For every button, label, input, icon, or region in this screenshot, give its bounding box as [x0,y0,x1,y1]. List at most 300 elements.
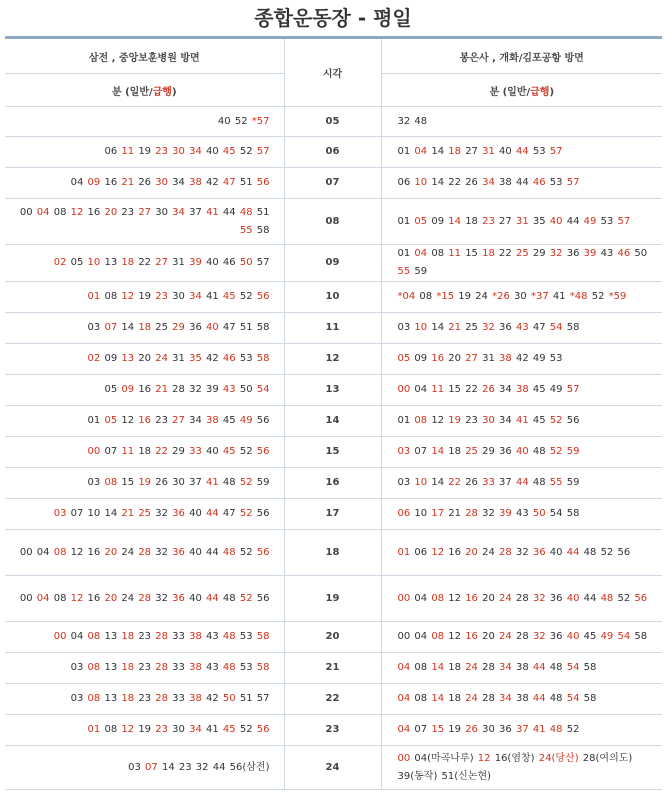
normal-minute: 28 [482,662,495,673]
express-minute: 48 [600,592,614,604]
normal-minute: 51 [256,206,270,218]
express-minute: 07 [145,761,158,773]
normal-minute: 49 [532,353,546,364]
normal-minute: 47 [532,322,546,333]
express-minute: 18 [121,257,135,268]
normal-minute: 41 [206,291,219,302]
normal-minute: 59 [256,477,270,488]
left-minutes-cell [5,199,284,245]
express-minute: 12 [70,592,84,604]
normal-minute: 26 [465,477,478,488]
table-row [5,622,662,653]
normal-minute: 36 [499,724,512,735]
express-minute: 24 [465,662,478,673]
express-minute: 12 [121,291,135,302]
right-minutes-cell [381,375,662,406]
normal-minute: 13 [104,257,118,268]
express-minute: 21 [121,508,135,519]
normal-minute: 18 [448,662,461,673]
normal-minute: 26 [138,177,152,188]
express-minute: 00 [87,446,101,457]
normal-minute: 13 [104,631,118,642]
hour-cell: 18 [284,530,381,576]
right-minutes-cell [381,468,662,499]
express-minute: 57 [566,177,580,188]
right-minutes-cell [381,107,662,137]
normal-minute: 16 [87,592,101,604]
normal-minute: 16 [448,546,461,558]
express-minute: 02 [53,257,67,268]
normal-minute: 18 [448,446,461,457]
normal-minute: 24 [475,291,488,302]
normal-minute: 03 [70,693,84,704]
express-minute: 49 [239,415,253,426]
normal-minute: 58 [583,662,597,673]
normal-minute: 26 [465,177,478,188]
normal-minute: 38 [515,662,529,673]
express-minute: 26 [482,384,495,395]
normal-minute: 32 [189,384,202,395]
normal-minute: 38 [515,693,529,704]
left-minute-legend: 분 (일반/급행) [5,74,284,107]
normal-minute: 07 [414,446,428,457]
express-minute: 21 [121,177,135,188]
express-minute: 20 [104,546,118,558]
express-minute: 27 [172,415,185,426]
left-minutes-cell [5,168,284,199]
normal-minute: 10 [414,508,428,519]
normal-minute: 44 [206,546,219,558]
normal-minute: 00 [19,546,33,558]
normal-minute: 52 [234,115,248,127]
normal-minute: 20 [448,353,461,364]
hour-cell: 13 [284,375,381,406]
express-minute: 09 [87,177,101,188]
right-direction-header: 봉은사 , 개화/김포공항 방면 [381,38,662,74]
express-minute: 40 [515,446,529,457]
normal-minute: 50 [634,248,648,259]
table-row [5,282,662,313]
timetable [5,36,662,790]
left-minutes-cell [5,684,284,715]
express-minute: 19 [138,477,152,488]
express-minute: 50 [532,508,546,519]
table-row [5,199,662,245]
normal-minute: 48 [549,662,563,673]
express-minute: 44 [515,146,529,157]
normal-minute: 57 [256,257,270,268]
right-minutes-cell [381,684,662,715]
left-minutes-cell [5,137,284,168]
express-minute: 58 [256,631,270,642]
normal-minute: 00 [397,631,411,642]
express-minute: 45 [222,146,236,157]
express-minute: 40 [549,215,563,227]
normal-minute: 28 [515,592,529,604]
express-minute: *57 [251,115,270,127]
normal-minute: 08 [53,206,67,218]
express-minute: 38 [189,177,202,188]
express-minute: 36 [532,546,546,558]
hour-cell: 12 [284,344,381,375]
hour-cell: 10 [284,282,381,313]
express-minute: 58 [256,662,270,673]
normal-minute: 28 [515,631,529,642]
normal-minute: 31 [172,353,185,364]
express-minute: 21 [448,322,461,333]
right-minutes-cell [381,653,662,684]
normal-minute: 50 [239,384,253,395]
express-minute: 56 [634,592,648,604]
page-title: 종합운동장 - 평일 [254,6,412,30]
express-minute: 36 [172,592,185,604]
normal-minute: 32 [155,546,168,558]
express-minute: 37 [515,724,529,735]
express-minute: 34 [482,177,495,188]
express-minute: 04 [414,146,428,157]
normal-minute: 36 [566,248,580,259]
normal-minute: 58 [583,693,597,704]
normal-minute: 51 [239,693,253,704]
normal-minute: 09 [414,353,428,364]
left-minutes-cell [5,437,284,468]
normal-minute: 33 [172,693,185,704]
normal-minute: 19 [138,724,152,735]
express-minute: 05 [414,215,428,227]
express-minute: 56 [256,724,270,735]
normal-minute: 05 [104,384,118,395]
normal-minute: 54 [549,508,563,519]
normal-minute: 43 [206,662,219,673]
normal-minute: 00 [19,592,33,604]
express-minute: 38 [189,631,202,642]
normal-minute: 34 [499,415,512,426]
time-header: 시각 [284,38,381,107]
express-minute: 48 [222,662,236,673]
express-minute: 34 [499,662,512,673]
normal-minute: 40 [217,115,231,127]
normal-minute: 20 [138,353,152,364]
express-minute: 32 [482,322,495,333]
left-minutes-cell [5,576,284,622]
express-minute: 04 [397,724,411,735]
express-minute: 45 [222,291,236,302]
normal-minute: 24 [482,546,495,558]
normal-minute: 19 [458,291,471,302]
express-minute: 48 [239,206,253,218]
express-minute: 55 [239,224,253,236]
express-minute: 32 [532,592,546,604]
normal-minute: 45 [532,415,546,426]
express-minute: 38 [189,693,202,704]
normal-minute: 36 [189,322,202,333]
normal-minute: 41 [552,291,566,302]
normal-minute: 52 [239,724,253,735]
normal-minute: 58 [566,508,580,519]
normal-minute: 08 [419,291,433,302]
express-minute: 05 [104,415,118,426]
express-minute: 30 [172,146,185,157]
normal-minute: 44 [583,592,597,604]
normal-minute: 36 [549,631,563,642]
express-minute: 43 [222,384,236,395]
normal-minute: 16 [87,206,101,218]
table-row [5,168,662,199]
normal-minute: 42 [515,353,529,364]
normal-minute: 14 [431,322,445,333]
normal-minute: 15 [121,477,135,488]
express-minute: 25 [515,248,529,259]
normal-minute: 03 [87,477,101,488]
express-minute: 24 [155,353,168,364]
normal-minute: 25 [465,322,478,333]
left-minutes-cell [5,530,284,576]
normal-minute: 08 [53,592,67,604]
left-minutes-cell [5,375,284,406]
normal-minute: 06 [397,177,411,188]
hour-cell: 15 [284,437,381,468]
express-minute: 00 [53,631,67,642]
normal-minute: 01 [397,415,411,426]
normal-minute: 30 [172,477,185,488]
express-minute: 27 [155,257,168,268]
express-minute: 56 [256,177,270,188]
express-minute: 01 [397,546,411,558]
normal-minute: 44 [222,206,236,218]
express-minute: 08 [431,592,445,604]
normal-minute: 14 [121,322,135,333]
normal-minute: 27 [499,215,512,227]
normal-minute: 53 [239,662,253,673]
normal-minute: 56 [256,592,270,604]
normal-minute: 40 [549,546,563,558]
normal-minute: 58 [566,322,580,333]
express-minute: 07 [104,322,118,333]
express-minute: 55 [397,266,411,277]
normal-minute: 51 [239,322,253,333]
normal-minute: 40 [189,592,202,604]
express-minute: *15 [436,291,455,302]
normal-minute: 43 [206,631,219,642]
normal-minute: 44 [212,761,226,773]
normal-minute: 32 [155,592,168,604]
normal-minute: 16 [104,177,118,188]
express-minute: 08 [53,546,67,558]
express-minute: 20 [465,546,478,558]
normal-minute: 08 [414,662,428,673]
normal-minute: 28 [482,693,495,704]
table-row [5,406,662,437]
normal-minute: 32 [482,508,495,519]
express-minute: 36 [172,546,185,558]
normal-minute: 44 [515,177,529,188]
normal-minute: 48 [222,477,236,488]
table-row [5,653,662,684]
express-minute: 41 [206,477,219,488]
express-minute: 03 [53,508,67,519]
normal-minute: 53 [549,177,563,188]
express-minute: 05 [397,353,411,364]
express-minute: 28 [499,546,512,558]
normal-minute: 25 [155,322,168,333]
hour-cell: 17 [284,499,381,530]
express-minute: 10 [414,322,428,333]
left-minutes-cell [5,107,284,137]
table-row [5,715,662,746]
normal-minute: 58 [256,322,270,333]
express-minute: 32 [532,631,546,642]
express-minute: 26 [465,724,478,735]
hour-cell: 14 [284,406,381,437]
left-minutes-cell [5,468,284,499]
normal-minute: 29 [532,248,546,259]
normal-minute: 08 [104,724,118,735]
express-minute: 36 [172,508,185,519]
normal-minute: 34 [189,415,202,426]
normal-minute: 28 [172,384,185,395]
express-minute: 47 [222,177,236,188]
normal-minute: 52 [239,546,253,558]
hour-cell: 09 [284,245,381,282]
normal-minute: 14 [431,477,445,488]
express-minute: 38 [499,353,512,364]
normal-minute: 03 [70,662,84,673]
normal-minute: 23 [138,631,152,642]
hour-cell: 22 [284,684,381,715]
normal-minute: 09 [104,353,118,364]
normal-minute: 29 [172,446,185,457]
normal-minute: 24 [121,592,135,604]
normal-minute: 53 [549,353,563,364]
express-minute: 45 [222,446,236,457]
express-minute: 49 [583,215,597,227]
normal-minute: 56 [256,508,270,519]
normal-minute: 59 [566,477,580,488]
normal-minute: 46 [222,257,236,268]
normal-minute: 52 [566,724,580,735]
normal-minute: 45 [222,415,236,426]
express-minute: 52 [239,592,253,604]
normal-minute: 37 [189,477,202,488]
express-minute: 57 [566,384,580,395]
normal-minute: 04 [414,631,428,642]
express-minute: 04 [414,248,428,259]
express-minute: 22 [155,446,168,457]
express-minute: 54 [617,631,631,642]
express-minute: 12 [121,724,135,735]
express-minute: 21 [155,384,168,395]
normal-minute: 48 [532,477,546,488]
normal-minute: 18 [138,446,152,457]
normal-minute: 52 [617,592,631,604]
express-minute: 34 [189,291,202,302]
express-minute: 04 [397,662,411,673]
normal-minute: 04(마곡나루) [414,752,474,764]
normal-minute: 04 [414,384,428,395]
right-minutes-cell [381,499,662,530]
express-minute: 29 [172,322,185,333]
normal-minute: 22 [138,257,152,268]
hour-cell: 11 [284,313,381,344]
normal-minute: 30 [172,291,185,302]
express-minute: 11 [121,146,135,157]
express-minute: 30 [155,177,168,188]
normal-minute: 53 [600,215,614,227]
hour-cell: 24 [284,746,381,790]
normal-minute: 44 [566,215,580,227]
express-minute: 23 [155,724,168,735]
express-minute: 18 [121,693,135,704]
express-minute: 54 [566,662,580,673]
express-minute: 35 [189,353,202,364]
normal-minute: 01 [397,146,411,157]
normal-minute: 09 [431,215,445,227]
normal-minute: 56(삼전) [229,761,270,773]
normal-minute: 21 [448,508,461,519]
express-minute: 33 [189,446,202,457]
left-minutes-cell [5,653,284,684]
express-minute: 01 [87,724,101,735]
right-minutes-cell [381,576,662,622]
normal-minute: 56 [617,546,631,558]
express-minute: 45 [222,724,236,735]
express-minute: 24 [499,631,512,642]
express-minute: 43 [515,322,529,333]
express-minute: 22 [448,477,461,488]
left-direction-header: 삼전 , 중앙보훈병원 방면 [5,38,284,74]
right-minutes-cell [381,406,662,437]
left-minutes-cell [5,715,284,746]
normal-minute: 42 [206,177,219,188]
normal-minute: 33 [172,631,185,642]
express-minute: 01 [87,291,101,302]
normal-minute: 41 [206,724,219,735]
normal-minute: 36 [549,592,563,604]
normal-minute: 51 [239,177,253,188]
normal-minute: 40 [206,257,219,268]
normal-minute: 06 [104,146,118,157]
table-row [5,313,662,344]
normal-minute: 14 [431,177,445,188]
hour-cell: 05 [284,107,381,137]
express-minute: 00 [397,752,411,764]
normal-minute: 48 [583,546,597,558]
express-minute: 49 [600,631,614,642]
right-minute-legend: 분 (일반/급행) [381,74,662,107]
normal-minute: 24 [121,546,135,558]
express-minute: 52 [239,508,253,519]
normal-minute: 39(동작) [397,770,438,782]
normal-minute: 47 [222,322,236,333]
normal-minute: 34 [172,177,185,188]
normal-minute: 01 [397,248,411,259]
express-minute: 34 [189,724,202,735]
express-minute: 11 [431,384,445,395]
right-minutes-cell [381,530,662,576]
table-row [5,746,662,790]
express-minute: 28 [155,631,168,642]
normal-minute: 30 [172,724,185,735]
normal-minute: 00 [19,206,33,218]
hour-cell: 23 [284,715,381,746]
express-minute: 12 [431,546,445,558]
normal-minute: 40 [189,546,202,558]
normal-minute: 33 [172,662,185,673]
express-minute: 39 [189,257,202,268]
express-minute: 24 [499,592,512,604]
right-minutes-cell [381,245,662,282]
normal-minute: 56 [566,415,580,426]
